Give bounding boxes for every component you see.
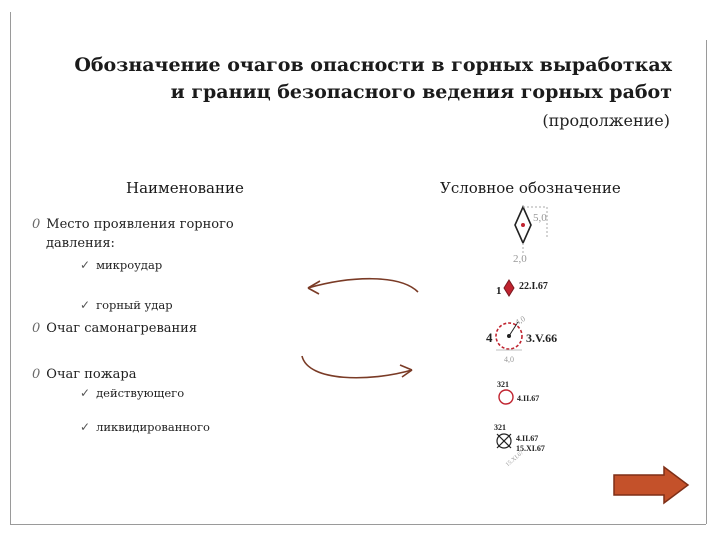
subitem-fire-liquidated xyxy=(80,420,210,434)
rockburst-number: 1 xyxy=(496,285,502,297)
right-curved-arrow-icon xyxy=(302,356,412,378)
check-icon: ✓ xyxy=(80,298,91,312)
fire-active-date: 4.II.67 xyxy=(517,394,540,403)
rockburst-symbol xyxy=(495,276,565,300)
bullet-icon: 0 xyxy=(32,321,41,336)
subitem-rockburst xyxy=(80,298,173,312)
subitem-label: действующего xyxy=(96,386,185,400)
check-icon: ✓ xyxy=(80,258,91,272)
bullet-icon: 0 xyxy=(32,367,41,382)
selfheat-number: 4 xyxy=(486,330,493,345)
arrow-right-icon[interactable] xyxy=(612,465,692,505)
check-icon: ✓ xyxy=(80,420,91,434)
list-item-label: Очаг пожара xyxy=(46,367,137,382)
fire-liquidated-symbol xyxy=(492,421,567,469)
fire-liquidated-side-label: 15.XI.67 xyxy=(504,449,526,469)
fire-active-number: 321 xyxy=(497,380,509,389)
title-subtitle: (продолжение) xyxy=(542,111,670,130)
subitem-label: ликвидированного xyxy=(96,420,210,434)
fire-liquidated-date-1: 4.II.67 xyxy=(516,434,539,443)
bullet-icon: 0 xyxy=(32,217,41,232)
title-line-2: и границ безопасного ведения горных работ xyxy=(170,81,672,103)
subitem-fire-active xyxy=(80,386,184,400)
selfheat-side-label: 4,0 xyxy=(504,355,514,364)
list-item-self-heating xyxy=(32,319,197,338)
fire-liquidated-date-2: 15.XI.67 xyxy=(516,444,545,453)
list-item-label: Место проявления горного xyxy=(46,217,234,232)
subitem-label: микроудар xyxy=(96,258,163,272)
subitem-label: горный удар xyxy=(96,298,173,312)
list-item-rock-pressure xyxy=(32,215,234,253)
column-header-symbol: Условное обозначение xyxy=(440,179,621,197)
selfheat-radius-label: 4,0 xyxy=(513,314,527,327)
frame-right-line xyxy=(706,40,707,524)
self-heating-symbol xyxy=(482,310,577,365)
rockburst-date: 22.I.67 xyxy=(519,281,548,292)
microburst-symbol xyxy=(503,203,563,265)
left-curved-arrow-icon xyxy=(308,279,418,292)
slide-title xyxy=(32,52,672,106)
selfheat-date: 3.V.66 xyxy=(526,331,558,345)
microburst-bottom-label: 2,0 xyxy=(513,253,527,265)
fire-liquidated-number: 321 xyxy=(494,423,506,432)
curved-arrows xyxy=(290,270,430,390)
list-item-label: Очаг самонагревания xyxy=(46,321,198,336)
frame-left-line xyxy=(10,12,11,524)
frame-bottom-line xyxy=(10,524,706,525)
list-item-fire xyxy=(32,365,137,384)
title-line-1: Обозначение очагов опасности в горных выработках xyxy=(74,54,672,76)
list-item-label-cont: давления: xyxy=(46,236,115,251)
check-icon: ✓ xyxy=(80,386,91,400)
subitem-microburst xyxy=(80,258,162,272)
fire-active-symbol xyxy=(495,378,565,408)
microburst-top-label: 5,0 xyxy=(533,212,547,224)
column-header-name: Наименование xyxy=(126,179,244,197)
